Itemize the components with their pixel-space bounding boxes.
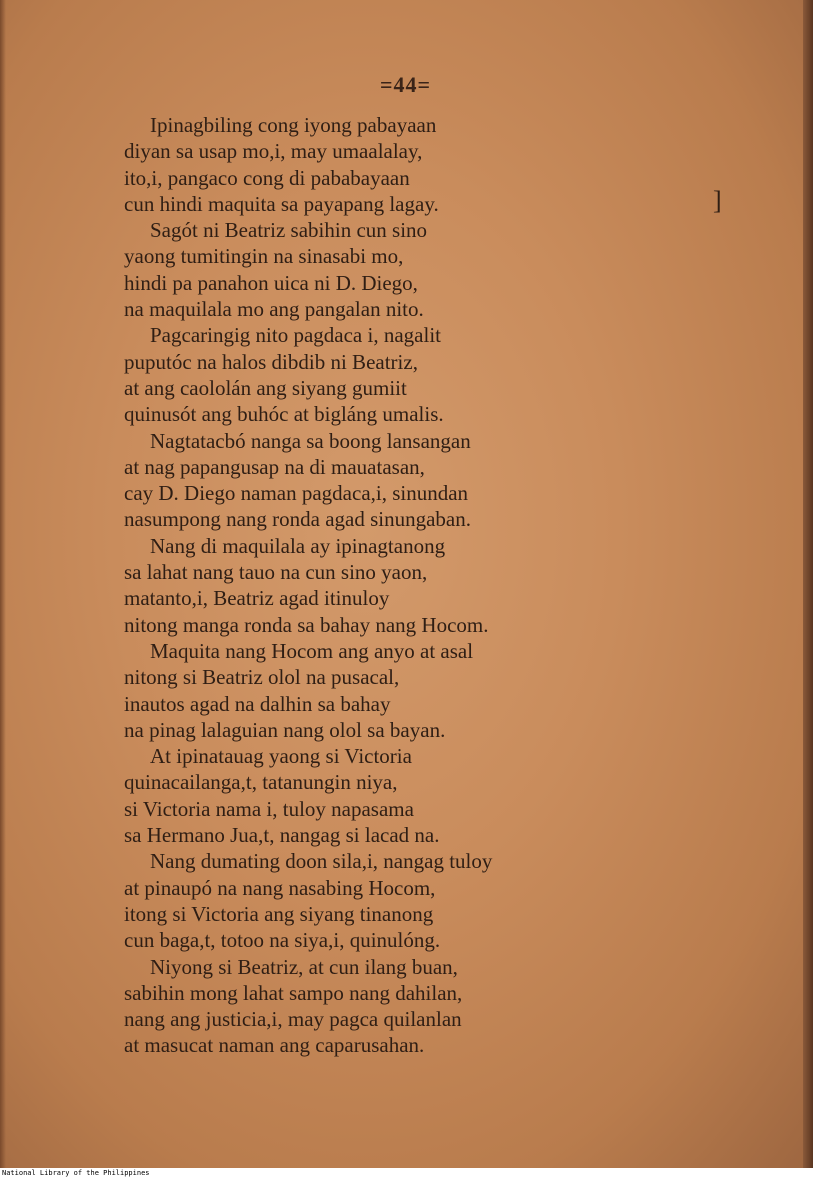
poem-line: at pinaupó na nang nasabing Hocom, [124,875,436,900]
poem-line: Nang dumating doon sila,i, nangag tuloy [150,849,493,874]
poem-line: si Victoria nama i, tuloy napasama [124,796,414,821]
stanza-1 [124,112,684,217]
poem-line: nang ang justicia,i, may pagca quilanlan [124,1007,462,1032]
page-left-edge [0,0,6,1168]
library-footer: National Library of the Philippines [2,1169,150,1177]
stanza-8 [124,848,684,953]
stanza-2 [124,217,684,322]
margin-bracket-mark: ] [713,186,722,215]
poem-line: cun hindi maquita sa payapang lagay. [124,191,439,216]
poem-line: at ang caololán ang siyang gumiit [124,375,407,400]
poem-line: yaong tumitingin na sinasabi mo, [124,244,404,269]
poem-line: Pagcaringig nito pagdaca i, nagalit [150,323,441,348]
page-number: =44= [380,72,432,97]
page-right-edge [803,0,813,1168]
stanza-9 [124,954,684,1059]
stanza-6 [124,638,684,743]
stanza-5 [124,533,684,638]
poem-line: matanto,i, Beatriz agad itinuloy [124,586,390,611]
poem-line: diyan sa usap mo,i, may umaalalay, [124,139,423,164]
poem-line: inautos agad na dalhin sa bahay [124,691,391,716]
poem-line: At ipinatauag yaong si Victoria [150,744,412,769]
poem-line: sabihin mong lahat sampo nang dahilan, [124,980,463,1005]
poem-line: at nag papangusap na di mauatasan, [124,454,425,479]
poem-line: cun baga,t, totoo na siya,i, quinulóng. [124,928,441,953]
poem-line: at masucat naman ang caparusahan. [124,1033,425,1058]
poem-line: na maquilala mo ang pangalan nito. [124,297,424,322]
stanza-4 [124,428,684,533]
poem-line: sa Hermano Jua,t, nangag si lacad na. [124,823,440,848]
stanza-7 [124,743,684,848]
poem-line: nasumpong nang ronda agad sinungaban. [124,507,472,532]
poem-line: cay D. Diego naman pagdaca,i, sinundan [124,481,469,506]
poem-line: Sagót ni Beatriz sabihin cun sino [150,218,428,243]
poem-line: Nang di maquilala ay ipinagtanong [150,533,446,558]
poem-line: nitong si Beatriz olol na pusacal, [124,665,400,690]
poem-line: Niyong si Beatriz, at cun ilang buan, [150,954,458,979]
stanza-3 [124,322,684,427]
poem-line: puputóc na halos dibdib ni Beatriz, [124,349,418,374]
poem-line: Nagtatacbó nanga sa boong lansangan [150,428,471,453]
poem-line: Ipinagbiling cong iyong pabayaan [150,113,437,137]
poem-line: na pinag lalaguian nang olol sa bayan. [124,717,446,742]
poem-line: quinusót ang buhóc at bigláng umalis. [124,402,444,427]
poem-line: nitong manga ronda sa bahay nang Hocom. [124,612,489,637]
poem-text [124,112,684,1059]
poem-line: ito,i, pangaco cong di pababayaan [124,165,410,190]
poem-line: hindi pa panahon uica ni D. Diego, [124,270,418,295]
poem-line: Maquita nang Hocom ang anyo at asal [150,638,474,663]
poem-line: sa lahat nang tauo na cun sino yaon, [124,560,428,585]
poem-line: itong si Victoria ang siyang tinanong [124,901,434,926]
poem-line: quinacailanga,t, tatanungin niya, [124,770,398,795]
